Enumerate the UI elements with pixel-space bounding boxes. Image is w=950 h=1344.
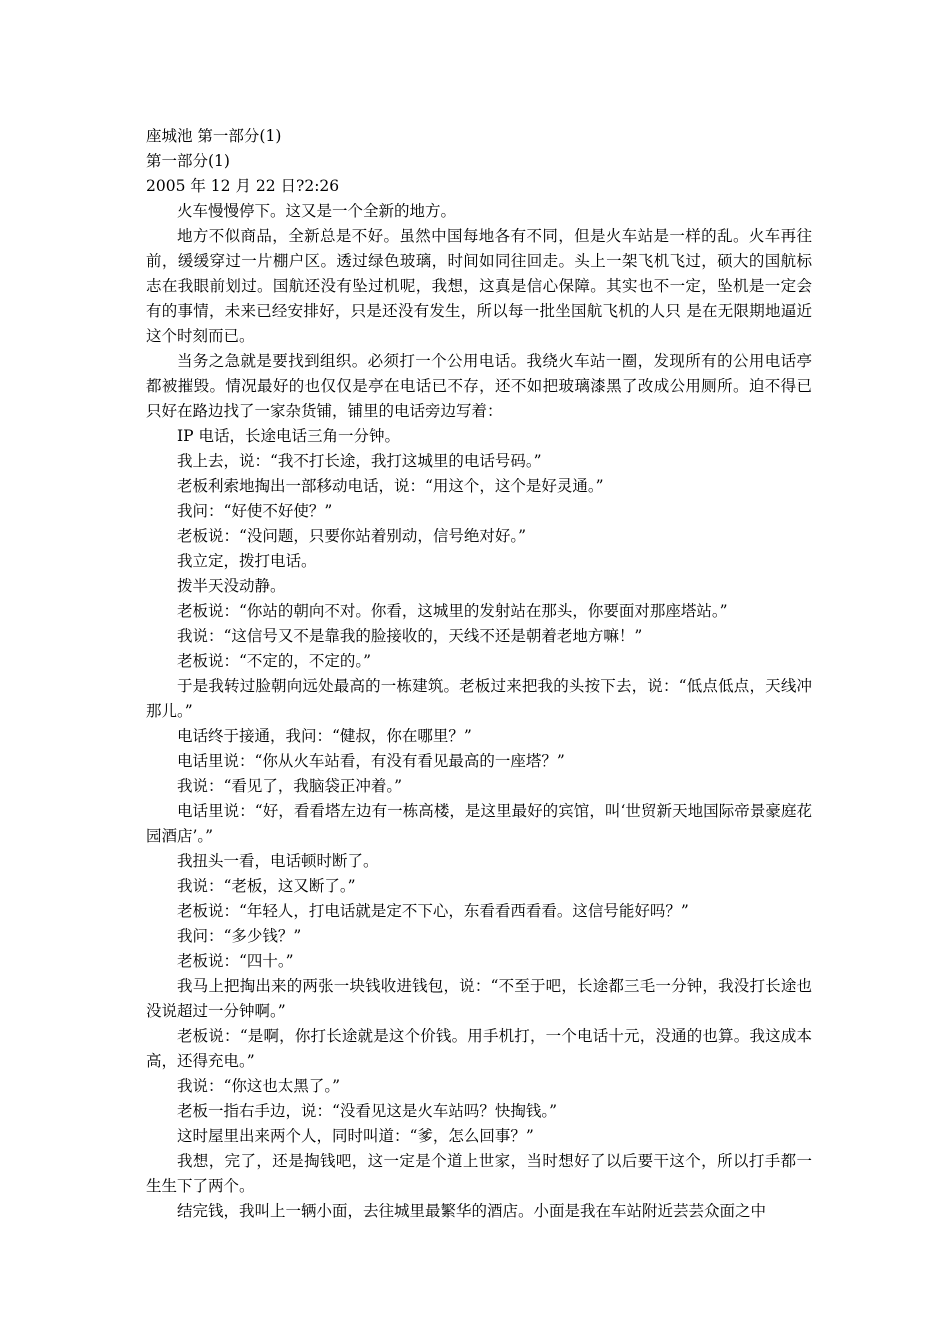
paragraph: 老板说：“是啊，你打长途就是这个价钱。用手机打，一个电话十元，没通的也算。我这成本高，还得充电。”	[146, 1027, 812, 1070]
paragraph: 老板说：“没问题，只要你站着别动，信号绝对好。”	[177, 527, 527, 545]
paragraph: 我说：“老板，这又断了。”	[177, 877, 356, 895]
paragraph: 我说：“你这也太黑了。”	[177, 1077, 341, 1095]
paragraph: 我上去，说：“我不打长途，我打这城里的电话号码。”	[177, 452, 542, 470]
paragraph: 结完钱，我叫上一辆小面，去往城里最繁华的酒店。小面是我在车站附近芸芸众面之中	[177, 1202, 767, 1220]
paragraph: 我想，完了，还是掏钱吧，这一定是个道上世家，当时想好了以后要干这个，所以打手都一生生下了两个。	[146, 1152, 812, 1195]
paragraph: 老板说：“你站的朝向不对。你看，这城里的发射站在那头，你要面对那座塔站。”	[177, 602, 728, 620]
paragraph: 我问：“好使不好使？”	[177, 502, 333, 520]
paragraph: 火车慢慢停下。这又是一个全新的地方。	[177, 202, 457, 220]
paragraph: 老板说：“不定的，不定的。”	[177, 652, 372, 670]
paragraph: IP 电话，长途电话三角一分钟。	[177, 427, 400, 445]
paragraph: 电话终于接通，我问：“健叔，你在哪里？”	[177, 727, 472, 745]
paragraph: 我问：“多少钱？”	[177, 927, 302, 945]
paragraph: 拨半天没动静。	[177, 577, 286, 595]
paragraph: 我扭头一看，电话顿时断了。	[177, 852, 379, 870]
chapter-title: 座城池 第一部分(1)	[146, 127, 282, 145]
paragraph: 我说：“看见了，我脑袋正冲着。”	[177, 777, 403, 795]
paragraph: 于是我转过脸朝向远处最高的一栋建筑。老板过来把我的头按下去，说：“低点低点，天线冲那儿。”	[146, 677, 812, 720]
paragraph: 老板说：“年轻人，打电话就是定不下心，东看看西看看。这信号能好吗？”	[177, 902, 689, 920]
paragraph: 电话里说：“你从火车站看，有没有看见最高的一座塔？”	[177, 752, 565, 770]
paragraph: 我说：“这信号又不是靠我的脸接收的，天线不还是朝着老地方嘛！”	[177, 627, 643, 645]
section-title: 第一部分(1)	[146, 152, 230, 170]
paragraph: 我立定，拨打电话。	[177, 552, 317, 570]
post-date: 2005 年 12 月 22 日?2:26	[146, 177, 340, 195]
paragraph: 电话里说：“好，看看塔左边有一栋高楼，是这里最好的宾馆，叫‘世贸新天地国际帝景豪庭花园酒店’。”	[146, 802, 812, 845]
paragraph: 老板利索地掏出一部移动电话，说：“用这个，这个是好灵通。”	[177, 477, 604, 495]
paragraph: 老板一指右手边，说：“没看见这是火车站吗？快掏钱。”	[177, 1102, 558, 1120]
paragraph: 这时屋里出来两个人，同时叫道：“爹，怎么回事？”	[177, 1127, 534, 1145]
paragraph: 地方不似商品，全新总是不好。虽然中国每地各有不同，但是火车站是一样的乱。火车再往前，缓缓穿过一片棚户区。透过绿色玻璃，时间如同往回走。头上一架飞机飞过，硕大的国航标志在我眼前划过。国航还没有坠过机呢，我想，这真是信心保障。其实也不一定，坠机是一定会有的事情，未来已经安排好，只是还没有发生，所以每一批坐国航飞机的人只 是在无限期地逼近这个时刻而已。	[146, 227, 812, 345]
paragraph: 当务之急就是要找到组织。必须打一个公用电话。我绕火车站一圈，发现所有的公用电话亭都被摧毁。情况最好的也仅仅是亭在电话已不存，还不如把玻璃漆黑了改成公用厕所。迫不得已只好在路边找了一家杂货铺，铺里的电话旁边写着：	[146, 352, 812, 420]
paragraph: 我马上把掏出来的两张一块钱收进钱包，说：“不至于吧，长途都三毛一分钟，我没打长途也没说超过一分钟啊。”	[146, 977, 812, 1020]
document-body	[146, 124, 812, 1224]
paragraph: 老板说：“四十。”	[177, 952, 294, 970]
